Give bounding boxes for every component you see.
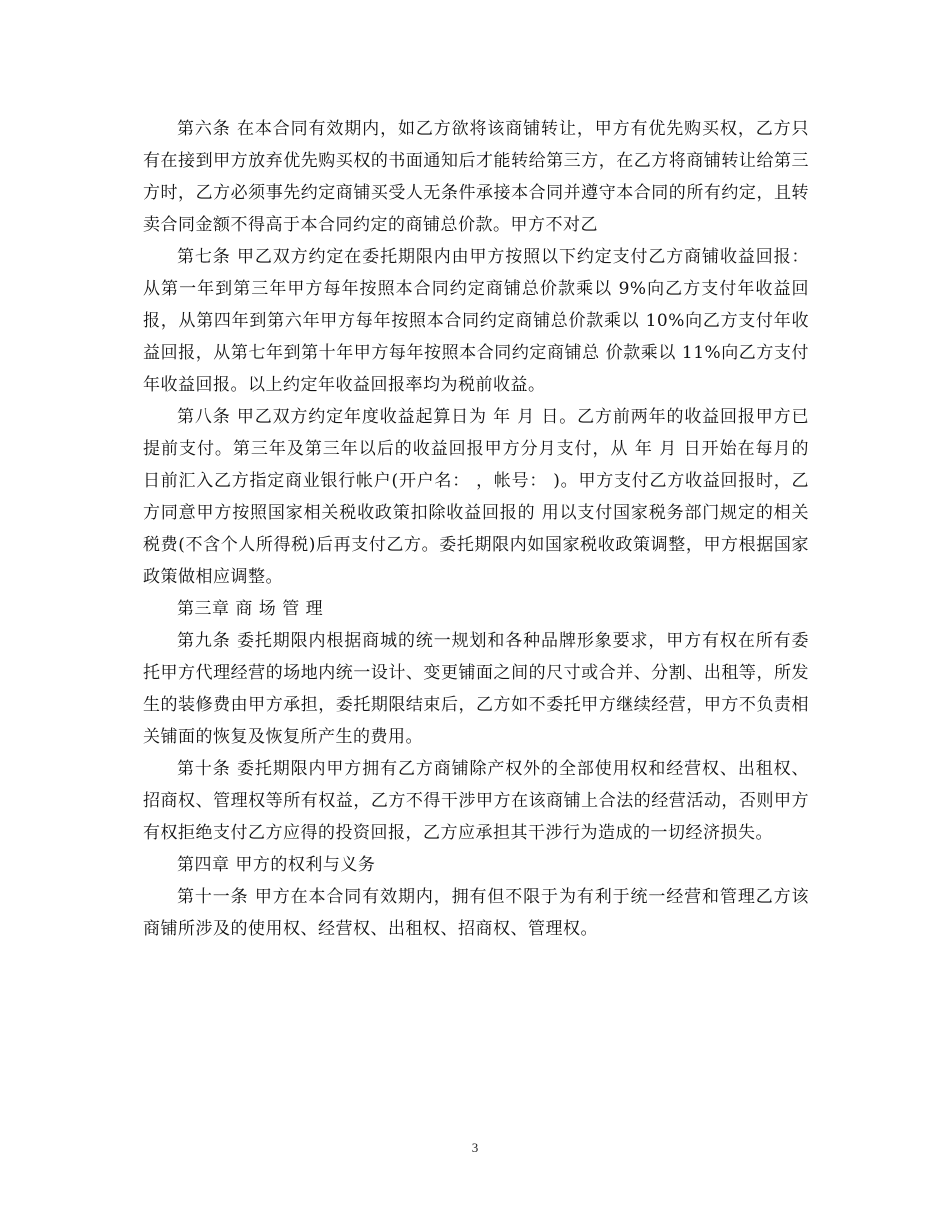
article-9-paragraph: 第九条 委托期限内根据商城的统一规划和各种品牌形象要求，甲方有权在所有委托甲方代理经营的场地内统一设计、变更铺面之间的尺寸或合并、分割、出租等，所发生的装修费由甲方承担，委托期限结束后，乙方如不委托甲方继续经营，甲方不负责相关铺面的恢复及恢复所产生的费用。 [143,631,809,747]
page-number: 3 [471,1140,479,1155]
document-body [143,113,809,945]
article-8-paragraph: 第八条 甲乙双方约定年度收益起算日为 年 月 日。乙方前两年的收益回报甲方已提前支付。第三年及第三年以后的收益回报甲方分月支付，从 年 月 日开始在每月的 日前汇入乙方指定商业银行帐户(开户名： ，帐号： )。甲方支付乙方收益回报时，乙方同意甲方按照国家相关税收政策扣除收益回报的 用以支付国家税务部门规定的相关税费(不含个人所得税)后再支付乙方。委托期限内如国家税收政策调整，甲方根据国家政策做相应调整。 [143,407,809,587]
article-10-paragraph: 第十条 委托期限内甲方拥有乙方商铺除产权外的全部使用权和经营权、出租权、招商权、管理权等所有权益，乙方不得干涉甲方在该商铺上合法的经营活动，否则甲方有权拒绝支付乙方应得的投资回报，乙方应承担其干涉行为造成的一切经济损失。 [143,759,809,843]
article-11-paragraph: 第十一条 甲方在本合同有效期内，拥有但不限于为有利于统一经营和管理乙方该商铺所涉及的使用权、经营权、出租权、招商权、管理权。 [143,887,809,939]
article-6-paragraph: 第六条 在本合同有效期内，如乙方欲将该商铺转让，甲方有优先购买权，乙方只有在接到甲方放弃优先购买权的书面通知后才能转给第三方，在乙方将商铺转让给第三方时，乙方必须事先约定商铺买受人无条件承接本合同并遵守本合同的所有约定，且转卖合同金额不得高于本合同约定的商铺总价款。甲方不对乙 [143,119,809,235]
article-7-paragraph: 第七条 甲乙双方约定在委托期限内由甲方按照以下约定支付乙方商铺收益回报：从第一年到第三年甲方每年按照本合同约定商铺总价款乘以 9%向乙方支付年收益回报，从第四年到第六年甲方每年按照本合同约定商铺总价款乘以 10%向乙方支付年收益回报，从第七年到第十年甲方每年按照本合同约定商铺总 价款乘以 11%向乙方支付年收益回报。以上约定年收益回报率均为税前收益。 [143,247,809,395]
chapter-3-heading: 第三章 商 场 管 理 [177,599,324,619]
chapter-4-heading: 第四章 甲方的权利与义务 [177,855,376,875]
